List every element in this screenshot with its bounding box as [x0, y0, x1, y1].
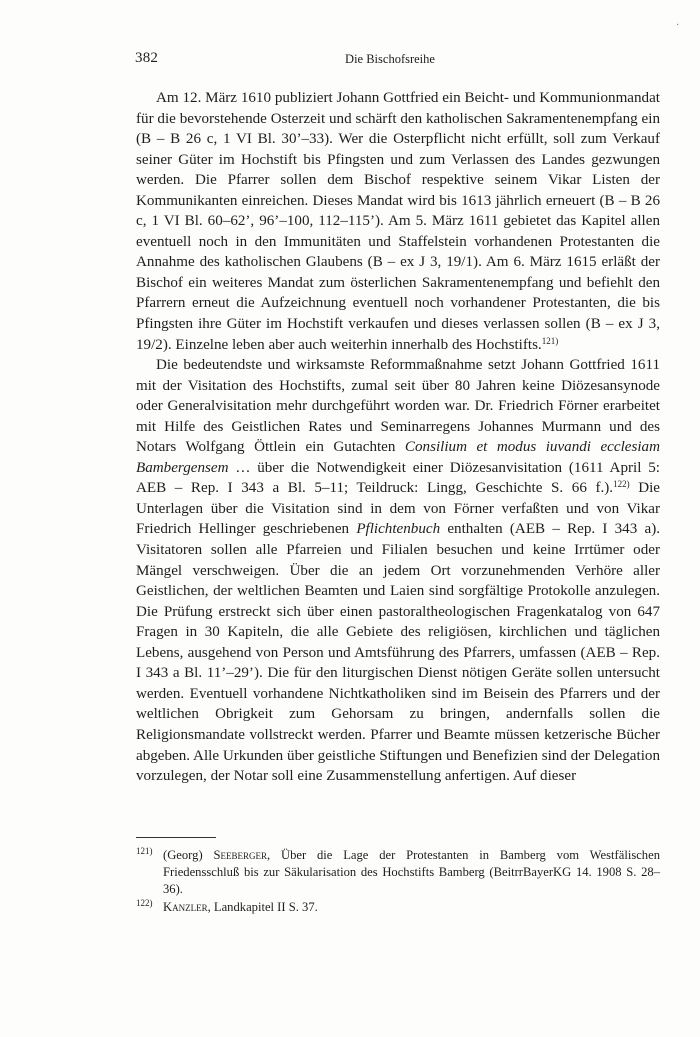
running-head: Die Bischofsreihe	[345, 52, 435, 66]
author-name: Seeberger	[213, 848, 267, 862]
text-run: Am 12. März 1610 publiziert Johann Gottfried ein Beicht- und Kommunionmandat für die bevorstehende Osterzeit und schärft den katholischen Sakramentenempfang ein (B – B 26 c, 1 VI Bl. 30’–33). Wer die Osterpflicht nicht erfüllt, soll zum Verkauf seiner Güter im Hochstift bis Pfingsten und zum Verlassen des Landes gezwungen werden. Die Pfarrer sollen dem Bischof respektive seinem Vikar Listen der Kommunikanten einreichen. Dieses Mandat wird bis 1613 jährlich erneuert (B – B 26 c, 1 VI Bl. 60–62’, 96’–100, 112–115’). Am 5. März 1611 gebietet das Kapitel allen eventuell noch in den Immunitäten und Staffelstein vorhandenen Protestanten die Annahme des katholischen Glaubens (B – ex J 3, 19/1). Am 6. März 1615 erläßt der Bischof ein weiteres Mandat zum österlichen Sakramentenempfang und befiehlt den Pfarrern erneut die Aufzeichnung eventuell noch vorhandener Protestanten, die bis Pfingsten ihre Güter im Hochstift verkaufen und dieses verlassen sollen (B – ex J 3, 19/2). Einzelne leben aber auch weiterhin innerhalb des Hochstifts.	[136, 90, 660, 353]
footnotes	[136, 847, 660, 916]
footnote-121	[136, 847, 660, 899]
text-run: Die Unterlagen über die Visitation sind in dem von Förner verfaßten und von Vikar Friedrich Hellinger geschriebenen	[136, 480, 660, 538]
paragraph	[136, 355, 660, 786]
work-title: Pflichtenbuch	[356, 521, 441, 538]
paragraph	[136, 88, 660, 355]
footnote-ref-121: 121)	[541, 335, 559, 346]
text-run: Die bedeutendste und wirksamste Reformmaßnahme setzt Johann Gottfried 1611 mit der Visitation des Hochstifts, zumal seit über 80 Jahren keine Diözesansynode oder Generalvisitation mehr durchgeführt worden war. Dr. Friedrich Förner erarbeitet mit Hilfe des Geistlichen Rates und Seminarregens Johannes Murmann und des Notars Wolfgang Öttlein ein Gutachten	[136, 357, 660, 456]
text-run: … über die Notwendigkeit einer Diözesanvisitation (1611 April 5: AEB – Rep. I 343 a Bl. 5–11; Teildruck: Lingg, Geschichte S. 66 f.).	[136, 459, 660, 497]
text-run: , Landkapitel II S. 37.	[207, 899, 318, 914]
footnote-rule	[136, 837, 216, 838]
footnote-122	[136, 899, 660, 916]
text-run: enthalten (AEB – Rep. I 343 a). Visitatoren sollen alle Pfarreien und Filialen besuchen und keine Irrtümer oder Mängel verschweigen. Über die an jedem Ort vorzunehmenden Verhöre aller Geistlichen, der weltlichen Beamten und Laien sind sorgfältige Protokolle anzulegen. Die Prüfung erstreckt sich über einen pastoraltheologischen Fragenkatalog von 647 Fragen in 30 Kapiteln, die alle Gebiete des religiösen, kirchlichen und täglichen Lebens, ausgehend von Person und Amtsführung des Pfarrers, umfassen (AEB – Rep. I 343 a Bl. 11’–29’). Die für den liturgischen Dienst nötigen Geräte sollen untersucht werden. Eventuell vorhandene Nichtkatholiken sind im Beisein des Pfarrers und der weltlichen Obrigkeit zum Gehorsam zu bringen, andernfalls sollen die Religionsmandate vollstreckt werden. Pfarrer und Beamte müssen ketzerische Bücher abgeben. Alle Urkunden über geistliche Stiftungen und Benefizien sind der Delegation vorzulegen, der Notar soll eine Zusammenstellung anfertigen. Auf dieser	[136, 521, 660, 785]
body-text	[136, 88, 660, 787]
footnote-ref-122: 122)	[613, 479, 630, 490]
author-name: Kanzler	[163, 899, 208, 914]
text-run: (Georg)	[163, 848, 214, 862]
footnote-mark: 122)	[136, 897, 153, 908]
page-number: 382	[135, 50, 159, 66]
text-run: , Über die Lage der Protestanten in Bamberg vom Westfälischen Friedensschluß bis zur Säkularisation des Hochstifts Bamberg (BeitrrBayerKG 14. 1908 S. 28–36).	[163, 848, 660, 897]
corner-mark: ·	[676, 20, 680, 31]
footnote-mark: 121)	[136, 846, 153, 856]
work-title: Consilium et modus iuvandi ecclesiam Bambergensem	[136, 439, 660, 476]
